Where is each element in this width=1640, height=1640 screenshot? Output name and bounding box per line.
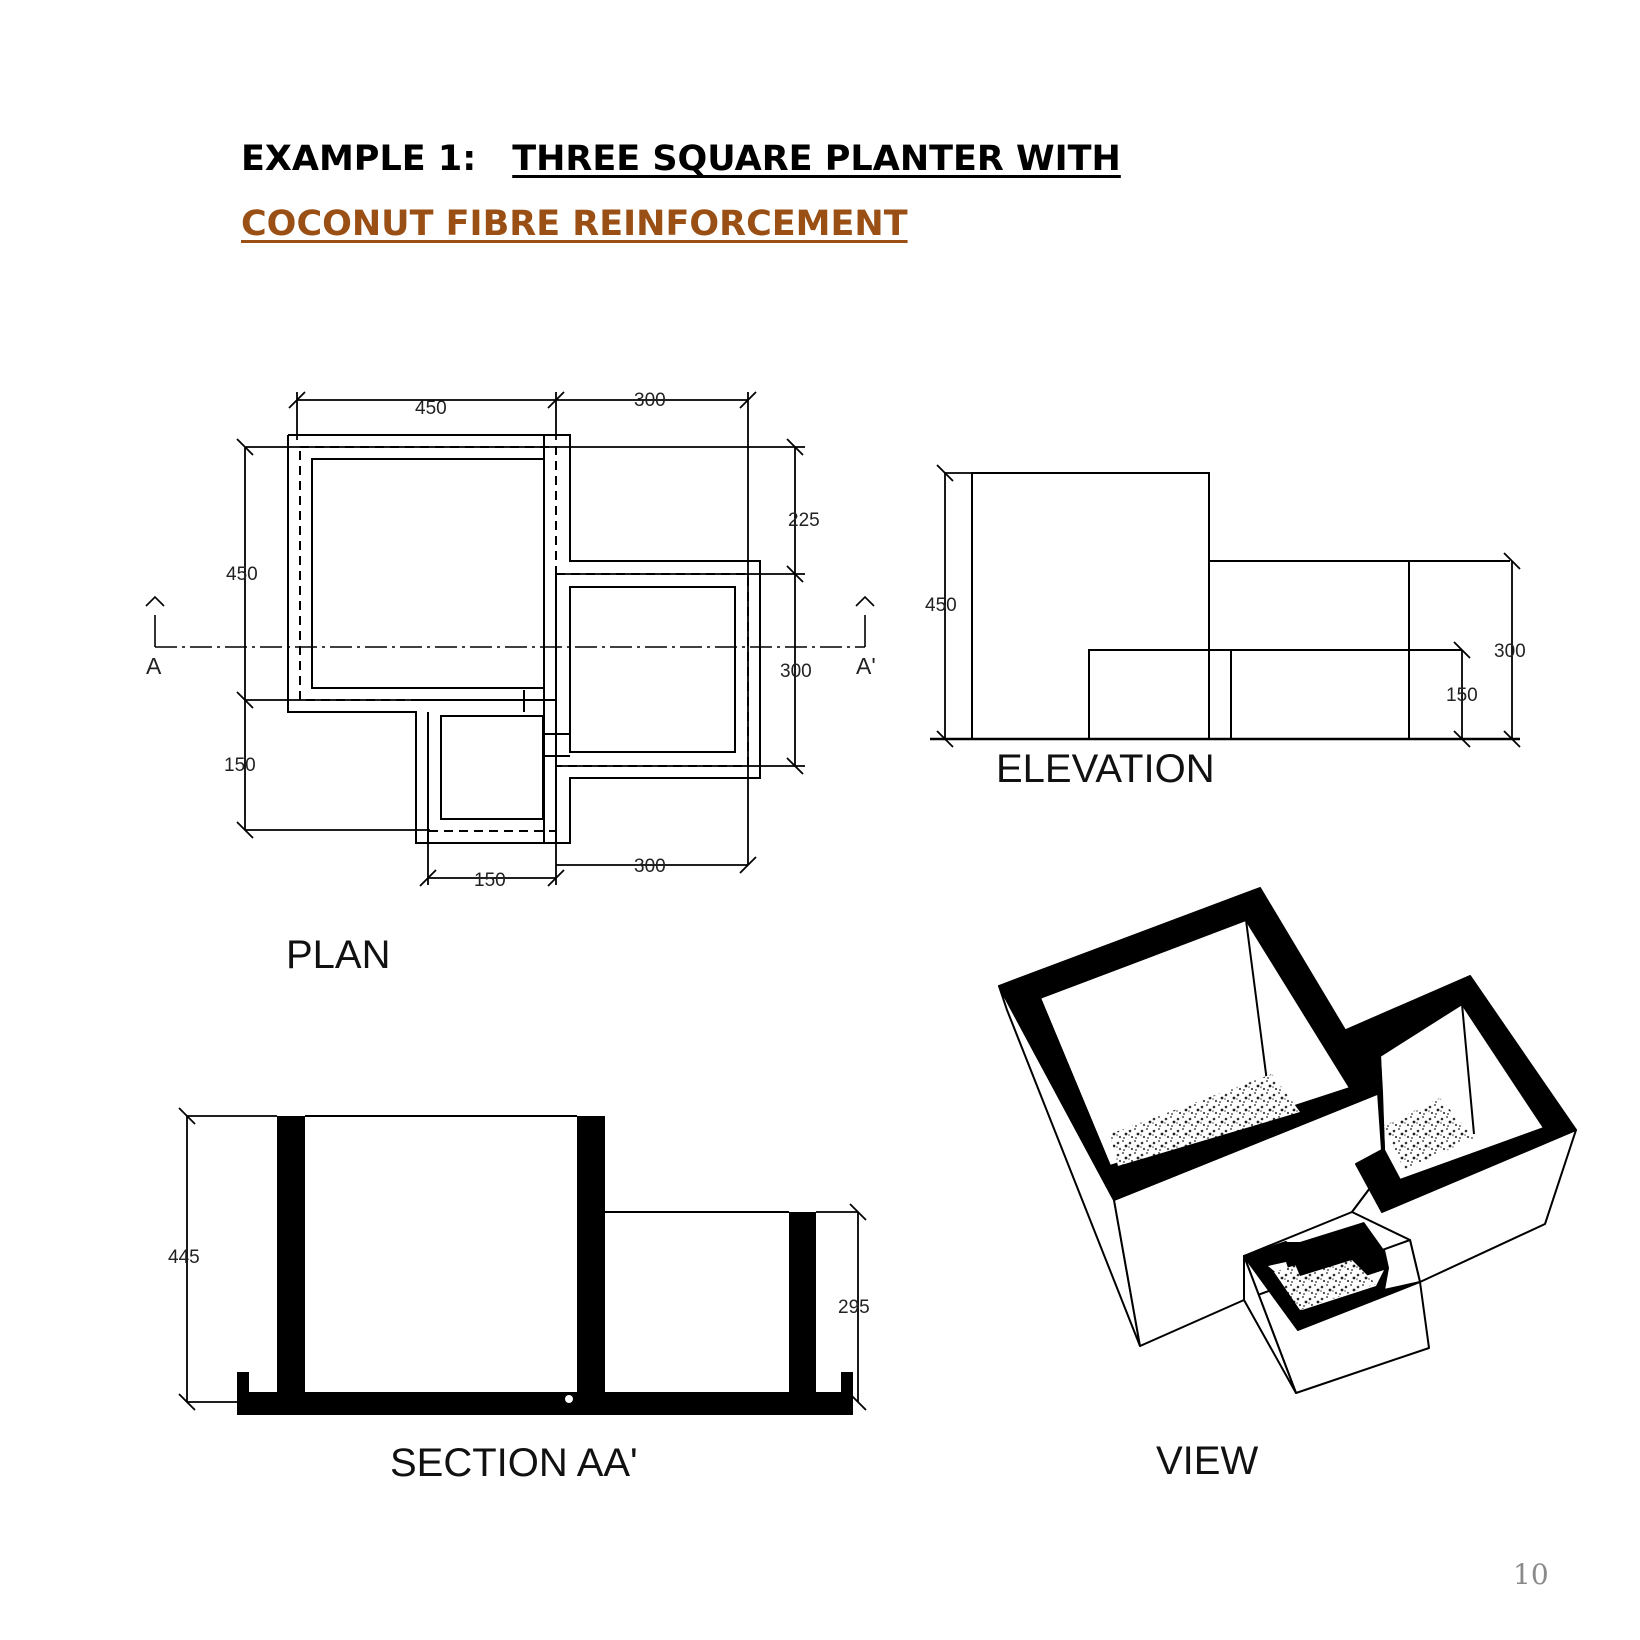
section-title: SECTION AA' [390,1441,638,1485]
page-number: 10 [1513,1558,1549,1591]
elevation-dim-right-outer: 300 [1494,641,1526,662]
section-dim-left: 445 [168,1247,200,1268]
elevation-dim-right-inner: 150 [1446,685,1478,706]
plan-dimensions [237,392,805,886]
section-dim-right: 295 [838,1297,870,1318]
view-drawing [999,888,1576,1393]
example-label: EXAMPLE 1: [241,139,477,179]
elevation-dimensions [937,465,1520,747]
elevation-dim-left: 450 [925,595,957,616]
section-marker-a: A [146,653,162,679]
elevation-drawing [930,465,1520,747]
plan-dim-left-upper: 450 [226,564,258,585]
elevation-title: ELEVATION [996,747,1215,791]
section-labels [168,1247,870,1485]
section-cut-line [146,597,874,647]
elevation-labels [925,595,1526,791]
plan-dim-right-upper: 225 [788,510,820,531]
plan-outline [288,435,760,843]
plan-labels [146,390,876,977]
heading-title-line-1: THREE SQUARE PLANTER WITH [512,139,1121,179]
plan-dim-right-lower: 300 [780,661,812,682]
plan-dim-bottom-left: 150 [474,870,506,891]
plan-drawing [146,392,874,886]
plan-dim-top-left: 450 [415,398,447,419]
section-drawing [179,1108,866,1415]
plan-dim-bottom-right: 300 [634,856,666,877]
section-marker-a-prime: A' [856,653,876,679]
plan-title: PLAN [286,933,391,977]
plan-dim-top-right: 300 [634,390,666,411]
heading-title-line-2: COCONUT FIBRE REINFORCEMENT [241,204,908,244]
plan-dim-left-lower: 150 [224,755,256,776]
view-title: VIEW [1156,1439,1259,1483]
